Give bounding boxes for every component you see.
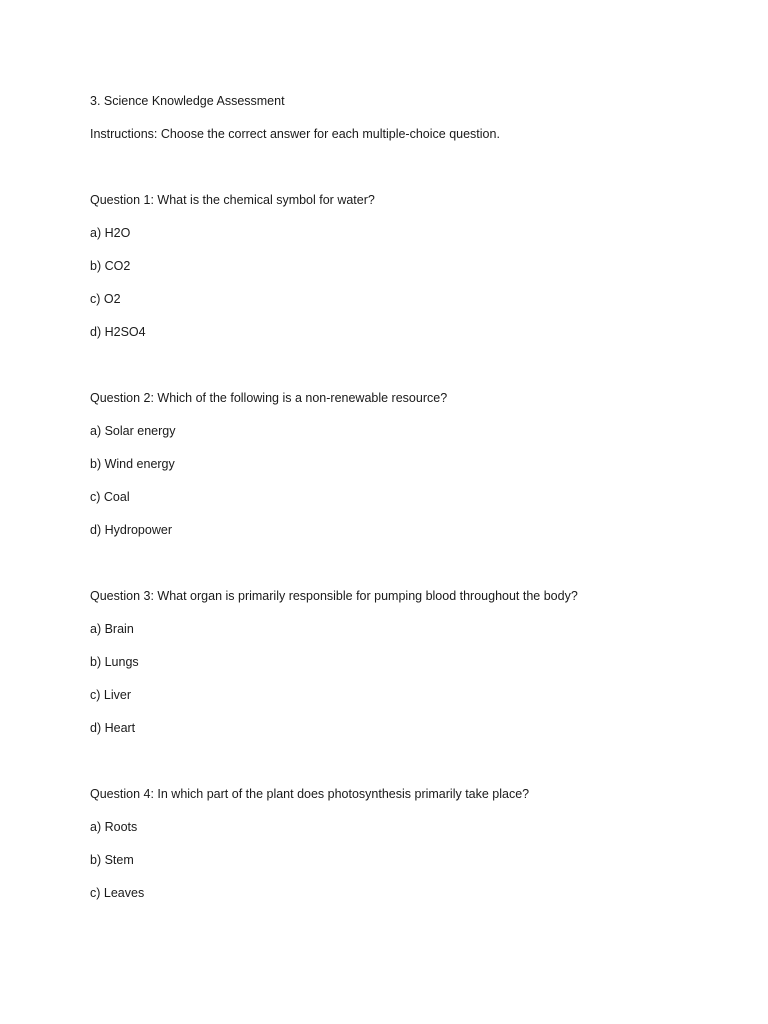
question-3-prompt: Question 3: What organ is primarily responsible for pumping blood throughout the body? <box>90 589 578 603</box>
question-4-option-a: a) Roots <box>90 820 138 834</box>
question-3-option-c: c) Liver <box>90 688 131 702</box>
question-4-option-c: c) Leaves <box>90 886 145 900</box>
question-4-option-b: b) Stem <box>90 853 134 867</box>
spacer <box>90 355 710 388</box>
question-1-option-a: a) H2O <box>90 226 131 240</box>
question-1-prompt: Question 1: What is the chemical symbol for water? <box>90 193 375 207</box>
question-1-option-c: c) O2 <box>90 292 121 306</box>
question-2-option-a: a) Solar energy <box>90 424 176 438</box>
question-2-option-d: d) Hydropower <box>90 523 172 537</box>
question-1-option-b: b) CO2 <box>90 259 131 273</box>
question-2-option-c: c) Coal <box>90 490 130 504</box>
document-heading: 3. Science Knowledge Assessment <box>90 94 285 108</box>
spacer <box>90 751 710 784</box>
instructions-text: Instructions: Choose the correct answer for each multiple-choice question. <box>90 127 500 141</box>
document-page <box>90 91 710 916</box>
question-3-option-a: a) Brain <box>90 622 134 636</box>
spacer <box>90 553 710 586</box>
question-3-option-d: d) Heart <box>90 721 136 735</box>
question-1-option-d: d) H2SO4 <box>90 325 146 339</box>
question-4-prompt: Question 4: In which part of the plant does photosynthesis primarily take place? <box>90 787 530 801</box>
question-2-option-b: b) Wind energy <box>90 457 175 471</box>
spacer <box>90 157 710 190</box>
question-2-prompt: Question 2: Which of the following is a non-renewable resource? <box>90 391 448 405</box>
question-3-option-b: b) Lungs <box>90 655 139 669</box>
